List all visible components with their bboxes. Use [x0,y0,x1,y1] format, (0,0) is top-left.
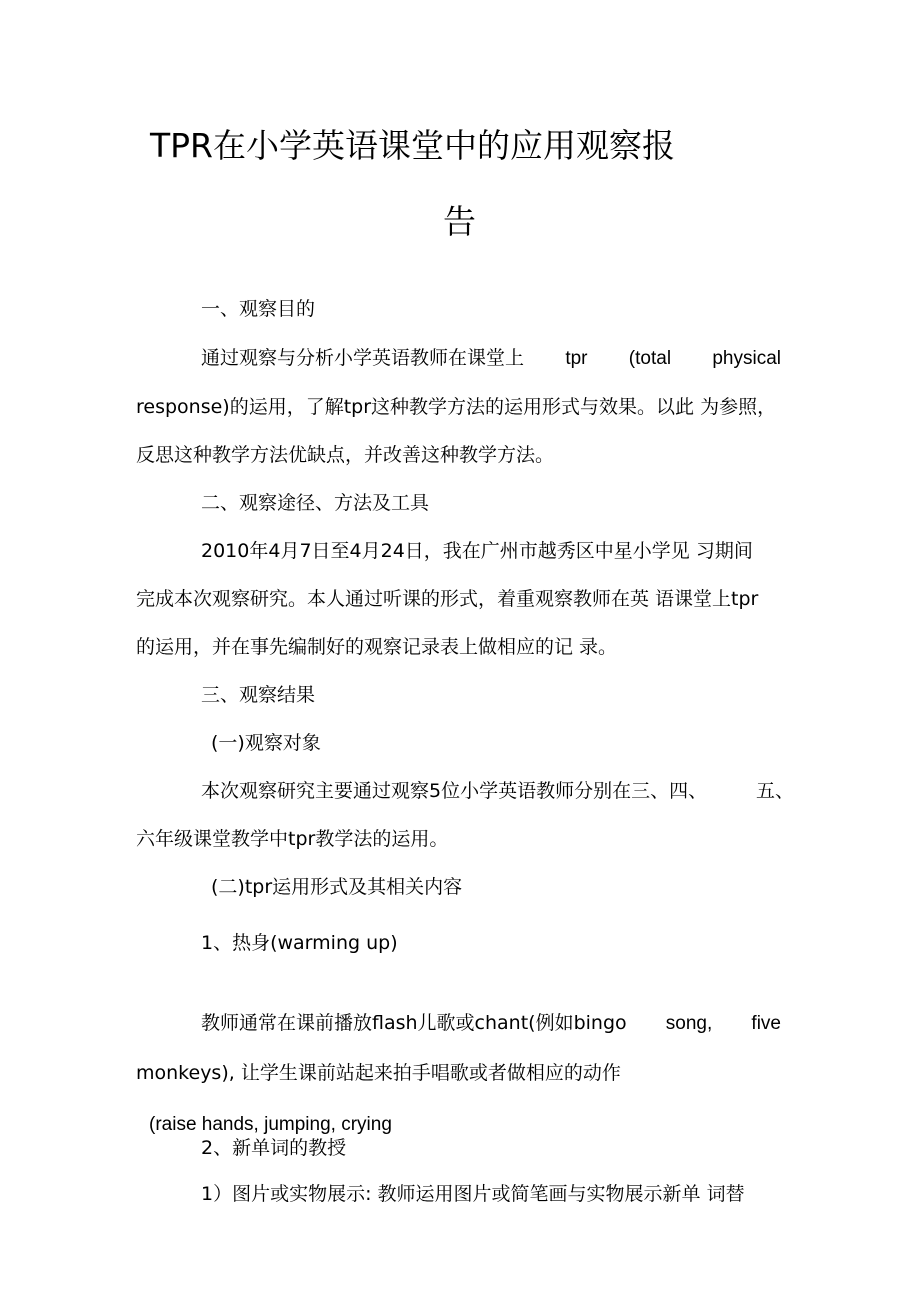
section-2-paragraph-line-2: 完成本次观察研究。本人通过听课的形式，着重观察教师在英 语课堂上tpr [136,588,759,610]
text-span: physical [712,348,781,369]
text-span: five [751,1013,781,1034]
item-2-heading: 2、新单词的教授 [201,1137,347,1159]
item-1-heading: 1、热身(warming up) [201,932,398,954]
item-2-paragraph-line-1: 1）图片或实物展示: 教师运用图片或简笔画与实物展示新单 词替 [201,1183,745,1205]
section-1-paragraph-line-3: 反思这种教学方法优缺点，并改善这种教学方法。 [136,444,555,466]
section-3-heading: 三、观察结果 [201,684,316,706]
text-span: song, [665,1013,713,1034]
section-1-paragraph-line-2: response)的运用，了解tpr这种教学方法的运用形式与效果。以此 为参照， [136,396,777,418]
section-1-heading: 一、观察目的 [201,298,316,320]
section-3-subheading-1: (一)观察对象 [211,732,321,754]
document-title-line-2: 告 [443,202,476,241]
section-2-paragraph-line-1: 2010年4月7日至4月24日，我在广州市越秀区中星小学见 习期间 [201,540,753,562]
text-span: 通过观察与分析小学英语教师在课堂上 [201,347,525,369]
section-2-paragraph-line-3: 的运用，并在事先编制好的观察记录表上做相应的记 录。 [136,636,618,658]
section-3-paragraph-line-2: 六年级课堂教学中tpr教学法的运用。 [136,828,449,850]
section-2-heading: 二、观察途径、方法及工具 [201,492,430,514]
text-span: 五、 [755,780,794,802]
text-span: tpr [565,348,588,369]
text-span: 本次观察研究主要通过观察5位小学英语教师分别在三、四、 [201,780,708,802]
text-span: 教师通常在课前播放flash儿歌或chant(例如bingo [201,1012,627,1034]
section-1-paragraph-line-1 [201,349,781,368]
text-span: (total [628,348,672,369]
item-1-paragraph-line-1 [201,1014,781,1033]
document-title-line-1: TPR在小学英语课堂中的应用观察报 [150,126,675,165]
item-1-paragraph-line-3: (raise hands, jumping, crying [149,1114,392,1135]
item-1-paragraph-line-2: monkeys), 让学生课前站起来拍手唱歌或者做相应的动作 [136,1062,621,1084]
section-3-paragraph-line-1 [201,782,794,801]
section-3-subheading-2: (二)tpr运用形式及其相关内容 [211,876,463,898]
